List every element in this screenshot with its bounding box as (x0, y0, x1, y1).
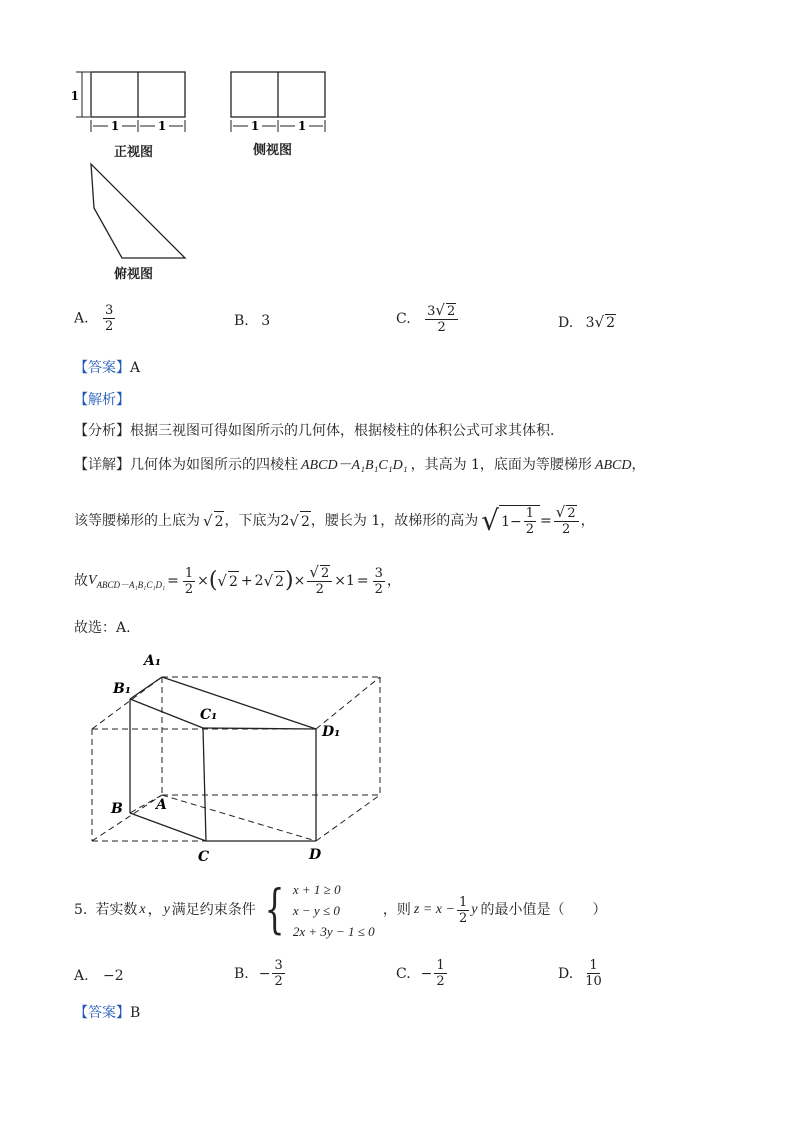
trapezoid-line: 该等腰梯形的上底为 √ 2 ，下底为 2 √ 2 ，腰长为 1，故梯形的高为 √ 1 − $\frac{1}{2}$ = $\frac{√ 2}{2}$ ， (74, 503, 595, 537)
q5-answer-value: B (130, 1005, 141, 1021)
vertex-A1: A₁ (144, 653, 161, 669)
prism-name: ABCD－A₁B₁C₁D₁ (301, 458, 408, 473)
height-frac-num: 1 (525, 506, 535, 521)
fenxi-tag: 【分析】 (74, 423, 130, 439)
height-one: 1 (501, 513, 511, 530)
xiangjie-line (74, 455, 646, 476)
q5-stem-b: 满足约束条件 (171, 902, 256, 918)
side-view (231, 72, 325, 132)
answer-value: A (130, 360, 141, 376)
q4-option-b-value: 3 (261, 313, 271, 329)
q5-stem-a: 若实数 (95, 902, 138, 918)
vol-height: 1 (345, 573, 355, 589)
q5-option-b-letter: B. (234, 965, 249, 982)
fenxi-line (74, 421, 554, 441)
height-val-den: 2 (562, 522, 571, 537)
q4-option-c[interactable]: C. $\frac{3√ 2}{2}$ (396, 303, 460, 335)
top-view (91, 164, 185, 258)
vertex-B: B (111, 801, 123, 817)
q4-c-rad: 2 (446, 304, 456, 319)
prism-figure (80, 645, 400, 870)
vertex-B1: B₁ (113, 681, 131, 697)
q5-option-d[interactable] (558, 958, 606, 989)
q4-c-den: 2 (437, 320, 446, 335)
vol-h-den: 2 (315, 582, 324, 597)
q4-d-coef: 3 (585, 315, 595, 331)
front-width-dim-1: 1 (110, 119, 120, 133)
xiangjie-text1: 几何体为如图所示的四棱柱 (130, 457, 298, 473)
q4-a-den: 2 (105, 319, 114, 334)
q5-c-num: 1 (436, 958, 445, 973)
q5-comma: ， (147, 902, 162, 918)
q5-var-y: y (163, 902, 170, 917)
xiangjie-tag: 【详解】 (74, 457, 130, 473)
line2-b: ，下底为 (224, 513, 281, 529)
answer-tag: 【答案】 (74, 360, 130, 376)
vol-subscript: ABCD－A₁B₁C₁D₁ (96, 580, 166, 590)
line2-end: ， (580, 513, 595, 529)
height-val-num: 2 (567, 506, 576, 521)
top-view-label: 俯视图 (114, 267, 154, 282)
q5-d-den: 10 (585, 974, 602, 989)
q4-conclusion: 故选：A. (74, 620, 131, 636)
side-view-label: 侧视图 (253, 143, 293, 158)
q5-stem-c: ，则 (382, 902, 411, 918)
side-width-dim-2: 1 (297, 119, 307, 133)
q4-answer (74, 358, 140, 378)
vertex-D1: D₁ (322, 724, 341, 740)
q5-option-c-letter: C. (396, 965, 411, 982)
q5-constraint-2: x − y ≤ 0 (292, 902, 340, 918)
q5-b-den: 2 (274, 974, 283, 989)
q4-option-c-letter: C. (396, 311, 411, 327)
q4-option-a[interactable] (74, 303, 117, 334)
vertex-C1: C₁ (200, 707, 218, 723)
q5-stem: 5. 若实数 x ， y 满足约束条件 { x + 1 ≥ 0 x − y ≤ 0 2x + 3y − 1 ≤ 0 ，则 z = x − $\frac{1}{2}$ y 的最小值是（ ） (74, 880, 607, 940)
q5-z-frac-num: 1 (458, 894, 468, 910)
vertex-C: C (198, 849, 210, 865)
base-name: ABCD (594, 458, 632, 473)
q5-c-den: 2 (436, 974, 445, 989)
front-height-dim: 1 (70, 89, 79, 103)
q5-stem-d: 的最小值是（ ） (480, 902, 607, 918)
q5-constraint-3: 2x + 3y − 1 ≤ 0 (292, 923, 375, 939)
q5-option-a-value: −2 (103, 968, 124, 984)
vol-result-den: 2 (374, 581, 383, 597)
q5-option-c[interactable] (396, 958, 449, 989)
vol-half-den: 2 (184, 581, 194, 597)
q4-option-d[interactable]: D. 3√ 2 (558, 313, 616, 331)
q5-answer (74, 1003, 140, 1023)
q5-var-x: x (139, 902, 146, 917)
three-view-drawings (60, 60, 360, 290)
vol-prefix: 故 (74, 573, 88, 589)
xiangjie-text2: ，其高为 1，底面为等腰梯形 (410, 457, 592, 473)
vertex-A: A (156, 797, 167, 813)
front-width-dim-2: 1 (157, 119, 167, 133)
line2-c: ，腰长为 1，故梯形的高为 (310, 513, 479, 529)
upper-base: 2 (214, 511, 225, 532)
q4-c-coef: 3 (427, 304, 436, 319)
lower-base-rad: 2 (300, 511, 311, 532)
height-frac-den: 2 (525, 522, 535, 537)
vol-sqrt2-b: 2 (274, 571, 285, 592)
q5-option-a-letter: A. (74, 968, 89, 984)
q5-option-c-sign: − (420, 965, 433, 982)
vol-sqrt2-a: 2 (228, 571, 239, 592)
lower-base-coef: 2 (280, 513, 290, 529)
front-view (76, 72, 185, 132)
q4-a-num: 3 (105, 303, 114, 318)
q4-d-rad: 2 (606, 315, 616, 331)
volume-line: 故 V $_{ABCD-A_1B_1C_1D_1}$ = $\frac{1}{2}$ × ( √ 2 + 2 √ 2 ) × $\frac{√ 2}{2}$ × 1 = $\frac{3}{2}$ ， (74, 563, 401, 597)
q5-z-expr-b: y (471, 902, 478, 917)
fenxi-text: 根据三视图可得如图所示的几何体，根据棱柱的体积公式可求其体积. (130, 423, 555, 439)
q5-d-num: 1 (589, 958, 598, 973)
q4-option-b-letter: B. (234, 313, 249, 329)
q4-option-d-letter: D. (558, 315, 574, 331)
side-width-dim-1: 1 (250, 119, 260, 133)
q5-option-a[interactable] (74, 968, 124, 984)
vol-coef-2: 2 (254, 573, 264, 589)
vertex-D: D (309, 847, 322, 863)
vol-half-num: 1 (184, 565, 194, 581)
vol-result-num: 3 (374, 565, 383, 581)
q4-option-a-letter: A. (74, 310, 89, 327)
vol-end: ， (386, 573, 401, 589)
q5-option-b-sign: − (258, 965, 271, 982)
front-view-label: 正视图 (114, 145, 154, 160)
q5-constraints (293, 879, 383, 942)
q5-b-num: 3 (274, 958, 283, 973)
xiangjie-end: ， (631, 457, 646, 473)
q5-answer-tag: 【答案】 (74, 1005, 130, 1021)
q5-constraint-1: x + 1 ≥ 0 (292, 881, 341, 897)
q4-option-b[interactable] (234, 313, 270, 329)
q5-z-frac-den: 2 (458, 910, 468, 926)
vol-h-num: 2 (320, 566, 330, 581)
q5-number: 5. (74, 902, 88, 918)
line2-a: 该等腰梯形的上底为 (74, 513, 200, 529)
q5-option-d-letter: D. (558, 965, 574, 982)
q5-option-b[interactable] (234, 958, 287, 989)
q5-z-expr-a: z = x − (413, 902, 455, 917)
analysis-tag: 【解析】 (74, 392, 130, 408)
